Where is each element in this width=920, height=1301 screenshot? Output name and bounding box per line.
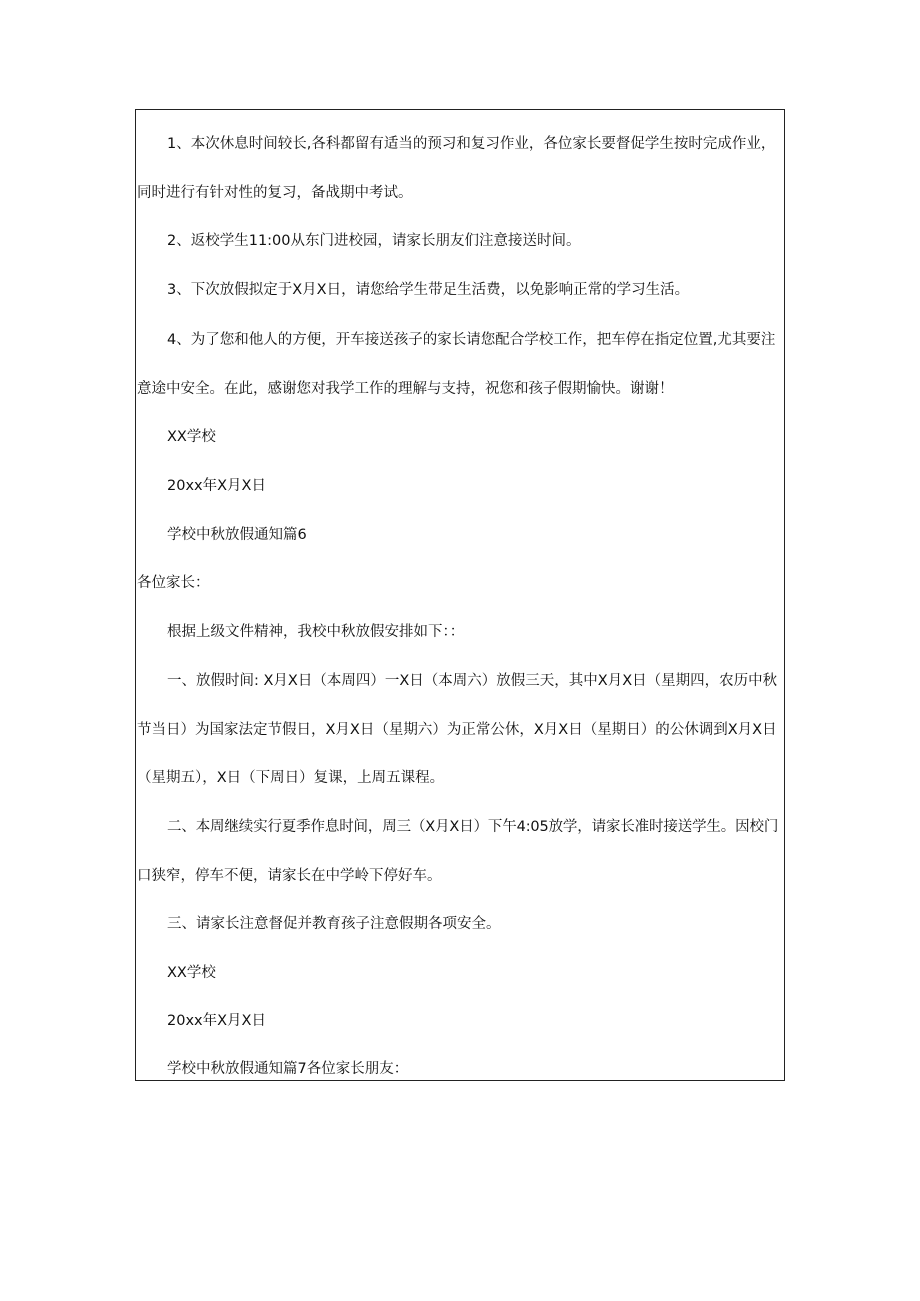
item-two-line-1: 二、本周继续实行夏季作息时间，周三（X月X日）下午4:05放学，请家长准时接送学生。因校门	[167, 819, 779, 835]
item-two-line-2: 口狭窄，停车不便，请家长在中学岭下停好车。	[137, 868, 442, 884]
section-heading-6: 学校中秋放假通知篇6	[167, 527, 307, 543]
paragraph-1-line-1: 1、本次休息时间较长,各科都留有适当的预习和复习作业，各位家长要督促学生按时完成作业，	[167, 136, 776, 152]
paragraph-3: 3、下次放假拟定于X月X日，请您给学生带足生活费，以免影响正常的学习生活。	[167, 282, 690, 298]
paragraph-4-line-2: 意途中安全。在此，感谢您对我学工作的理解与支持，祝您和孩子假期愉快。谢谢！	[137, 381, 674, 397]
signature-date-1: 20xx年X月X日	[167, 478, 266, 494]
signature-school-2: XX学校	[167, 965, 216, 981]
paragraph-4-line-1: 4、为了您和他人的方便，开车接送孩子的家长请您配合学校工作，把车停在指定位置,尤其要注	[167, 332, 776, 348]
intro-paragraph: 根据上级文件精神，我校中秋放假安排如下：：	[167, 624, 465, 640]
salutation: 各位家长：	[137, 575, 210, 591]
item-one-line-3: （星期五），X日（下周日）复课，上周五课程。	[137, 770, 445, 786]
paragraph-1-line-2: 同时进行有针对性的复习，备战期中考试。	[137, 185, 413, 201]
signature-school-1: XX学校	[167, 429, 216, 445]
item-one-line-2: 节当日）为国家法定节假日，X月X日（星期六）为正常公休，X月X日（星期日）的公休调到X月X日	[137, 722, 777, 738]
signature-date-2: 20xx年X月X日	[167, 1013, 266, 1029]
paragraph-2: 2、返校学生11:00从东门进校园，请家长朋友们注意接送时间。	[167, 233, 581, 249]
item-one-line-1: 一、放假时间: X月X日（本周四）一X日（本周六）放假三天，其中X月X日（星期四，农历中秋	[167, 673, 778, 689]
document-frame	[135, 109, 785, 1081]
section-heading-7: 学校中秋放假通知篇7各位家长朋友：	[167, 1061, 409, 1077]
item-three: 三、请家长注意督促并教育孩子注意假期各项安全。	[167, 916, 501, 932]
